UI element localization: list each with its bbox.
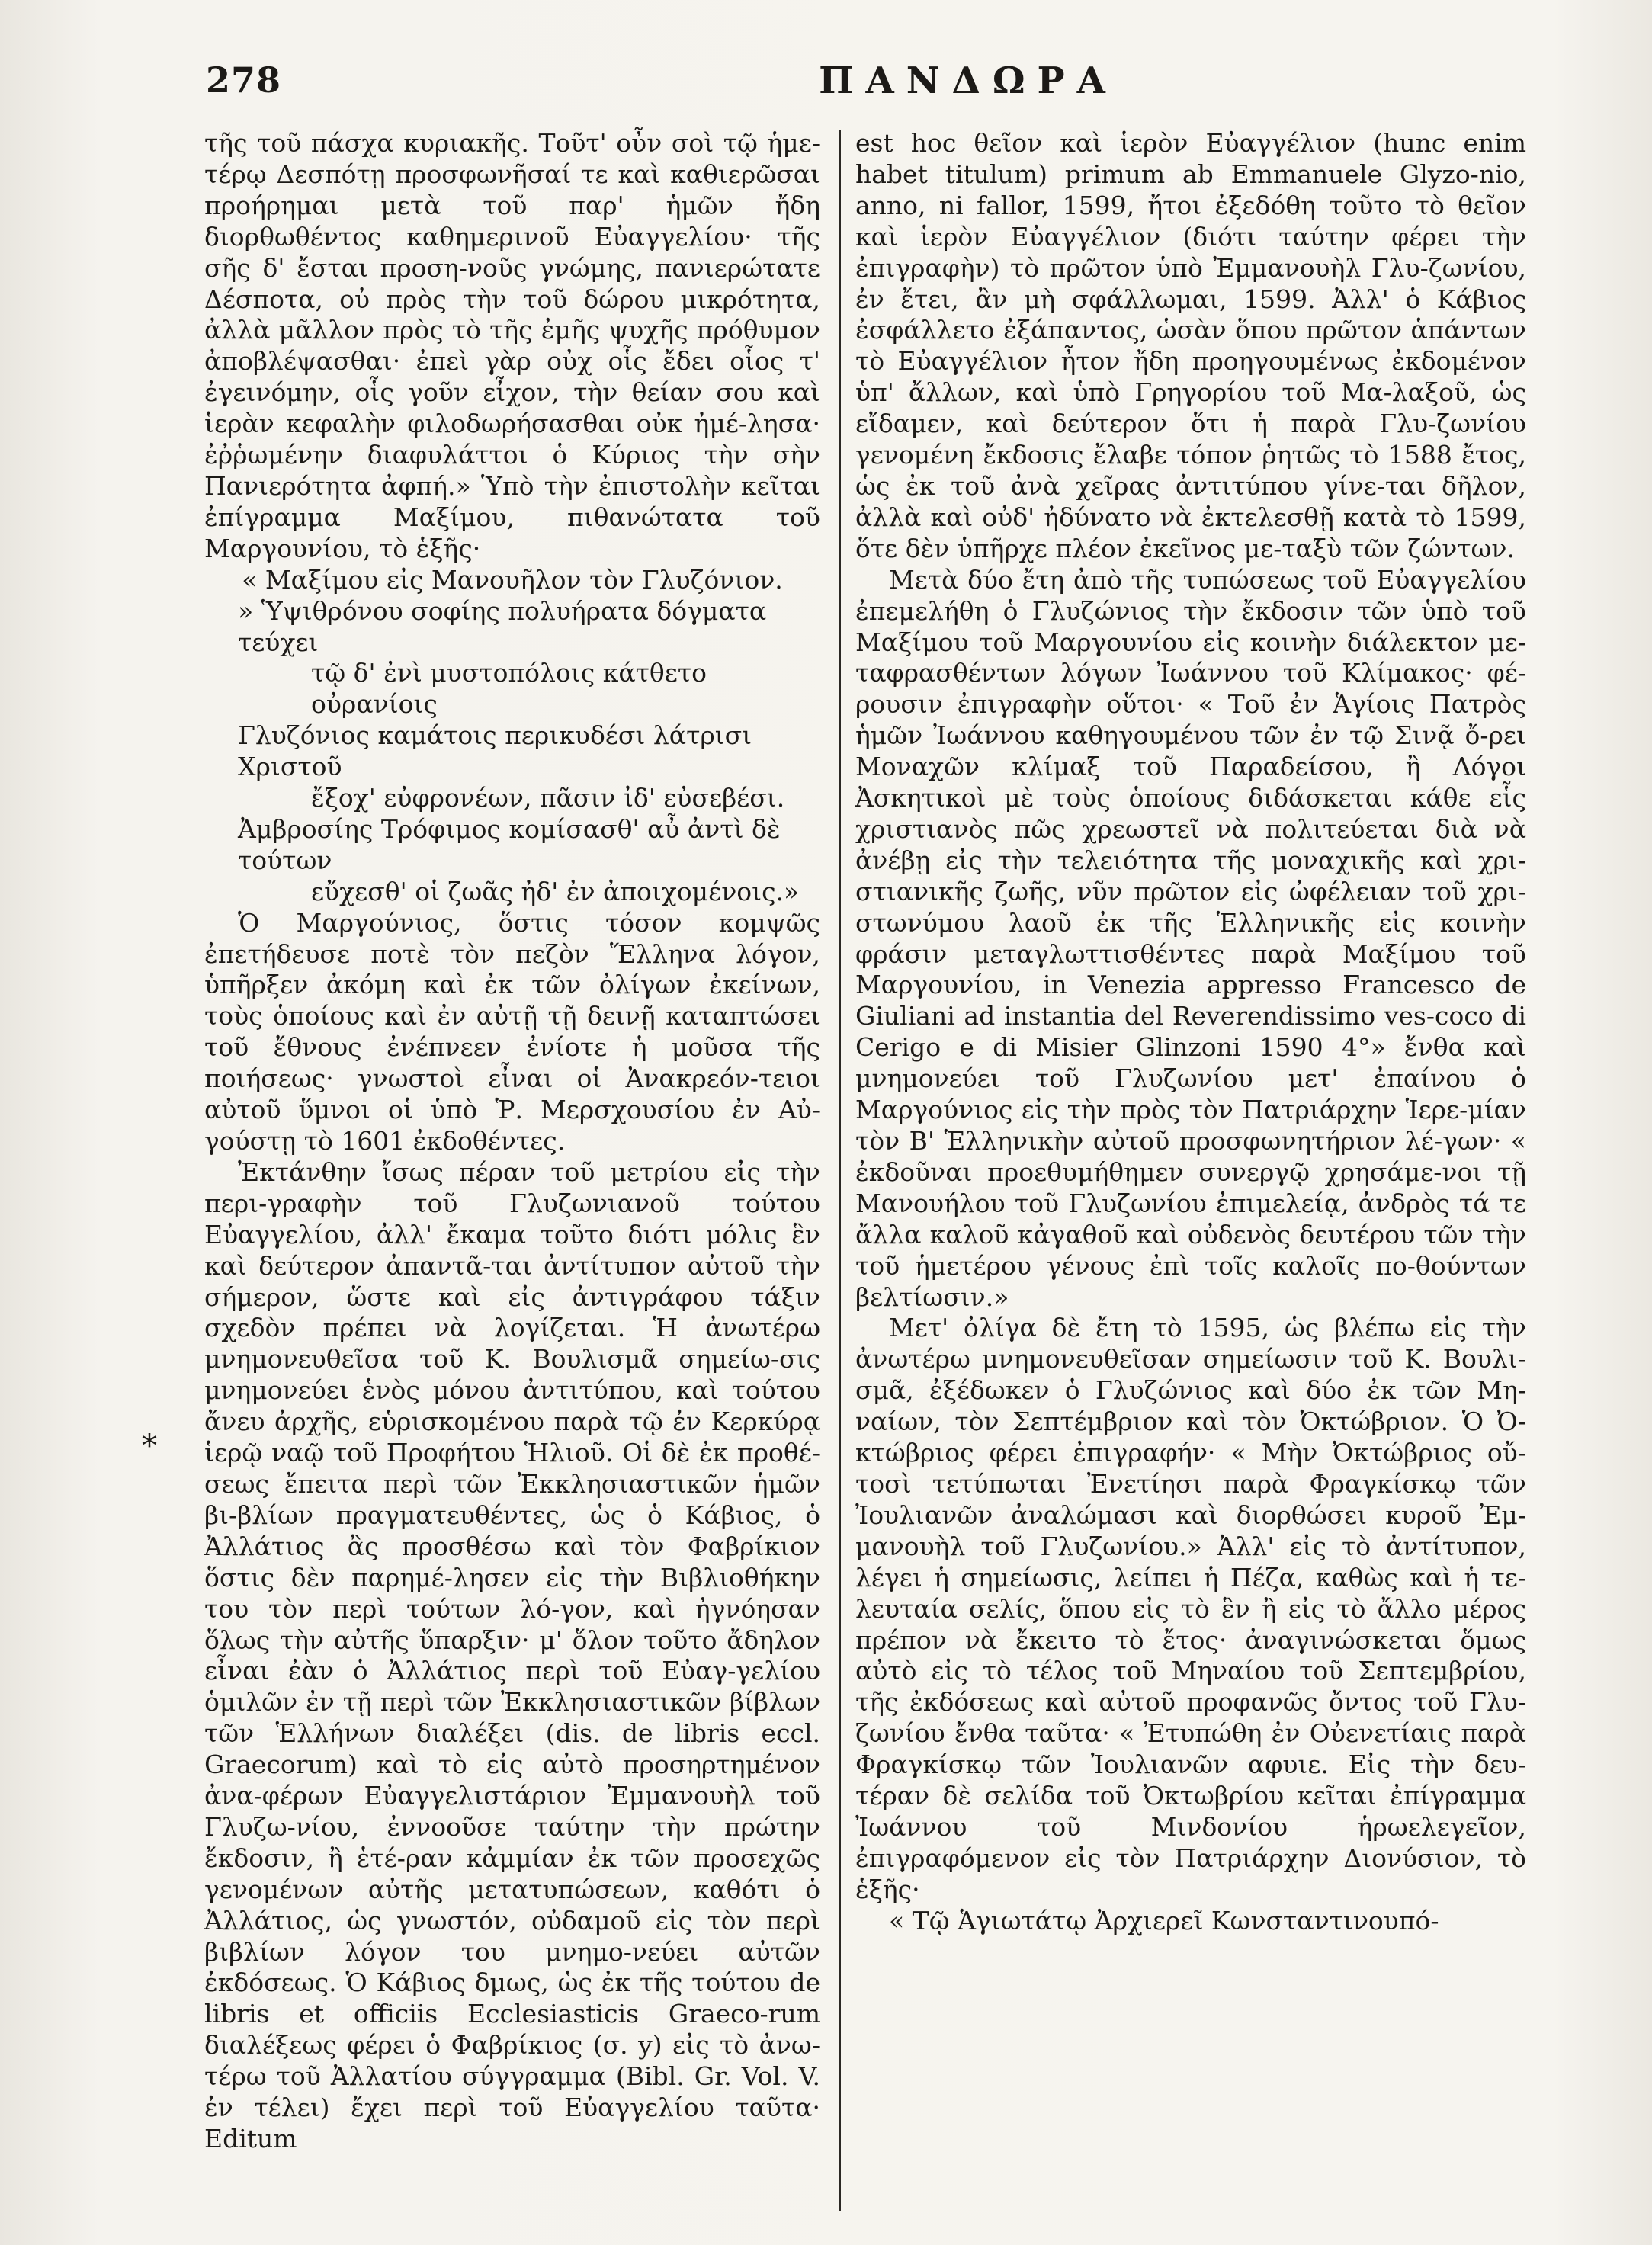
paragraph: Ὁ Μαργούνιος, ὅστις τόσον κομψῶς ἐπετήδευσε ποτὲ τὸν πεζὸν Ἕλληνα λόγον, ὑπῆρξεν ἀκόμη καὶ ἐκ τῶν ὀλίγων ἐκείνων, τοὺς ὁποίους καὶ ἐν αὐτῇ τῇ δεινῇ καταπτώσει τοῦ ἔθνους ἐνέπνεεν ἐνίοτε ἡ μοῦσα τῆς ποιήσεως· γνωστοὶ εἶναι οἱ Ἀνακρεόν-τειοι αὐτοῦ ὕμνοι οἱ ὑπὸ Ῥ. Μερσχουσίου ἐν Αὐ-γούστῃ τὸ 1601 ἐκδοθέντες. (204, 907, 820, 1156)
paragraph: « Τῷ Ἁγιωτάτῳ Ἀρχιερεῖ Κωνσταντινουπό- (889, 1905, 1439, 1936)
page-number: 278 (206, 59, 282, 101)
verse-line: ἔξοχ' εὐφρονέων, πᾶσιν ἰδ' εὐσεβέσι. (311, 783, 785, 813)
right-column (855, 128, 1526, 1937)
verse-line: Γλυζόνιος καμάτοις περικυδέσι λάτρισι Χριστοῦ (238, 720, 752, 782)
paragraph: Μετὰ δύο ἔτη ἀπὸ τῆς τυπώσεως τοῦ Εὐαγγελίου ἐπεμελήθη ὁ Γλυζώνιος τὴν ἔκδοσιν τῶν ὑπὸ τοῦ Μαξίμου τοῦ Μαργουνίου εἰς κοινὴν διάλεκτον με-ταφρασθέντων λόγων Ἰωάννου τοῦ Κλίμακος· φέ-ρουσιν ἐπιγραφὴν οὕτοι· « Τοῦ ἐν Ἁγίοις Πατρὸς ἡμῶν Ἰωάννου καθηγουμένου τῶν ἐν τῷ Σινᾷ ὄ-ρει Μοναχῶν κλίμαξ τοῦ Παραδείσου, ἢ Λόγοι Ἀσκητικοὶ μὲ τοὺς ὁποίους διδάσκεται κάθε εἷς χριστιανὸς πῶς χρεωστεῖ νὰ πολιτεύεται διὰ νὰ ἀνέβῃ εἰς τὴν τελειότητα τῆς μοναχικῆς καὶ χρι-στιανικῆς ζωῆς, νῦν πρῶτον εἰς ὠφέλειαν τοῦ χρι-στωνύμου λαοῦ ἐκ τῆς Ἑλληνικῆς εἰς κοινὴν φράσιν μεταγλωττισθέντες παρὰ Μαξίμου τοῦ Μαργουνίου, in Venezia appresso Francesco de Giuliani ad instantia del Reverendissimo ves-coco di Cerigo e di Misier Glinzoni 1590 4°» ἔνθα καὶ μνημονεύει τοῦ Γλυζωνίου μετ' ἐπαίνου ὁ Μαργούνιος εἰς τὴν πρὸς τὸν Πατριάρχην Ἱερε-μίαν τὸν Β' Ἑλληνικὴν αὐτοῦ προσφωνητήριον λέ-γων· « ἐκδοῦναι προεθυμήθημεν συνεργῷ χρησάμε-νοι τῇ Μανουήλου τοῦ Γλυζωνίου ἐπιμελείᾳ, ἀνδρὸς τά τε ἄλλα καλοῦ κἀγαθοῦ καὶ οὐδενὸς δευτέρου τῶν τὴν τοῦ ἡμετέρου γένους ἐπὶ τοῖς καλοῖς πο-θούντων βελτίωσιν.» (855, 564, 1526, 1312)
verse-line: εὔχεσθ' οἱ ζωᾶς ἠδ' ἐν ἀποιχομένοις.» (311, 876, 800, 906)
paragraph: Ἐκτάνθην ἴσως πέραν τοῦ μετρίου εἰς τὴν περι-γραφὴν τοῦ Γλυζωνιανοῦ τούτου Εὐαγγελίου, ἀλλ' ἔκαμα τοῦτο διότι μόλις ἓν καὶ δεύτερον ἀπαντᾶ-ται ἀντίτυπον αὐτοῦ τὴν σήμερον, ὥστε καὶ εἰς ἀντιγράφου τάξιν σχεδὸν πρέπει νὰ λογίζεται. Ἡ ἀνωτέρω μνημονευθεῖσα τοῦ Κ. Βουλισμᾶ σημείω-σις μνημονεύει ἑνὸς μόνου ἀντιτύπου, καὶ τούτου ἄνευ ἀρχῆς, εὑρισκομένου παρὰ τῷ ἐν Κερκύρᾳ ἱερῷ ναῷ τοῦ Προφήτου Ἡλιοῦ. Οἱ δὲ ἐκ προθέ-σεως ἔπειτα περὶ τῶν Ἐκκλησιαστικῶν ἡμῶν βι-βλίων πραγματευθέντες, ὡς ὁ Κάβιος, ὁ Ἀλλάτιος ἂς προσθέσω καὶ τὸν Φαβρίκιον ὅστις δὲν παρημέ-λησεν εἰς τὴν Βιβλιοθήκην του τὸν περὶ τούτων λό-γον, καὶ ἠγνόησαν ὅλως τὴν αὐτῆς ὕπαρξιν· μ' ὅλον τοῦτο ἄδηλον εἶναι ἐὰν ὁ Ἀλλάτιος περὶ τοῦ Εὐαγ-γελίου ὁμιλῶν ἐν τῇ περὶ τῶν Ἐκκλησιαστικῶν βίβλων τῶν Ἑλλήνων διαλέξει (dis. de libris eccl. Graecorum) καὶ τὸ εἰς αὐτὸ προσηρτημένον ἀνα-φέρων Εὐαγγελιστάριον Ἐμμανουὴλ τοῦ Γλυζω-νίου, ἐννοοῦσε ταύτην τὴν πρώτην ἔκδοσιν, ἢ ἑτέ-ραν κἀμμίαν ἐκ τῶν προσεχῶς γενομένων αὐτῆς μετατυπώσεων, καθότι ὁ Ἀλλάτιος, ὡς γνωστόν, οὐδαμοῦ εἰς τὸν περὶ βιβλίων λόγον του μνημο-νεύει αὐτῶν ἐκδόσεως. Ὁ Κάβιος δμως, ὡς ἐκ τῆς τούτου de libris et officiis Ecclesiasticis Graeco-rum διαλέξεως φέρει ὁ Φαβρίκιος (σ. y) εἰς τὸ ἀνω-τέρω τοῦ Ἀλλατίου σύγγραμμα (Bibl. Gr. Vol. V. ἐν τέλει) ἔχει περὶ τοῦ Εὐαγγελίου ταῦτα· Editum (204, 1156, 820, 2154)
verse-line: Ἀμβροσίης Τρόφιμος κομίσασθ' αὖ ἀντὶ δὲ τούτων (238, 813, 781, 875)
left-column (204, 128, 820, 2155)
margin-asterisk: * (142, 1429, 157, 1464)
verse-line: τῷ δ' ἐνὶ μυστοπόλοις κάτθετο οὐρανίοις (311, 658, 707, 720)
paragraph: Μετ' ὀλίγα δὲ ἔτη τὸ 1595, ὡς βλέπω εἰς τὴν ἀνωτέρω μνημονευθεῖσαν σημείωσιν τοῦ Κ. Βουλι-σμᾶ, ἐξέδωκεν ὁ Γλυζώνιος καὶ δύο ἐκ τῶν Μη-ναίων, τὸν Σεπτέμβριον καὶ τὸν Ὀκτώβριον. Ὁ Ὀ-κτώβριος φέρει ἐπιγραφήν· « Μὴν Ὀκτώβριος οὔ-τοσὶ τετύπωται Ἐνετίησι παρὰ Φραγκίσκῳ τῶν Ἰουλιανῶν ἀναλώμασι καὶ διορθώσει κυροῦ Ἐμ-μανουὴλ τοῦ Γλυζωνίου.» Ἀλλ' εἰς τὸ ἀντίτυπον, λέγει ἡ σημείωσις, λείπει ἡ Πέζα, καθὼς καὶ ἡ τε-λευταία σελίς, ὅπου εἰς τὸ ἓν ἢ εἰς τὸ ἄλλο μέρος πρέπον νὰ ἔκειτο τὸ ἔτος· ἀναγινώσκεται ὅμως αὐτὸ εἰς τὸ τέλος τοῦ Μηναίου τοῦ Σεπτεμβρίου, τῆς ἐκδόσεως καὶ αὐτοῦ προφανῶς ὄντος τοῦ Γλυ-ζωνίου ἔνθα ταῦτα· « Ἐτυπώθη ἐν Οὐενετίαις παρὰ Φραγκίσκῳ τῶν Ἰουλιανῶν αφυιε. Εἰς τὴν δευ-τέραν δὲ σελίδα τοῦ Ὀκτωβρίου κεῖται ἐπίγραμμα Ἰωάννου τοῦ Μινδονίου ἡρωελεγεῖον, ἐπιγραφόμενον εἰς τὸν Πατριάρχην Διονύσιον, τὸ ἑξῆς· (855, 1313, 1526, 1904)
page-header (206, 59, 1601, 113)
column-divider (839, 130, 841, 2211)
verse-line: » Ὑψιθρόνου σοφίης πολυήρατα δόγματα τεύχει (238, 595, 767, 657)
paragraph: τῆς τοῦ πάσχα κυριακῆς. Τοῦτ' οὖν σοὶ τῷ ἡμε-τέρῳ Δεσπότῃ προσφωνῆσαί τε καὶ καθιερῶσαι προήρημαι μετὰ τοῦ παρ' ἡμῶν ἤδη διορθωθέντος καθημερινοῦ Εὐαγγελίου· τῆς σῆς δ' ἔσται προση-νοῦς γνώμης, πανιερώτατε Δέσποτα, οὐ πρὸς τὴν τοῦ δώρου μικρότητα, ἀλλὰ μᾶλλον πρὸς τὸ τῆς ἐμῆς ψυχῆς πρόθυμον ἀποβλέψασθαι· ἐπεὶ γὰρ οὐχ οἷς ἔδει οἷος τ' ἐγεινόμην, οἷς γοῦν εἶχον, τὴν θείαν σου καὶ ἱερὰν κεφαλὴν φιλοδωρήσασθαι οὐκ ἠμέ-λησα· ἐῤῥωμένην διαφυλάττοι ὁ Κύριος τὴν σὴν Πανιερότητα ἀφπή.» Ὑπὸ τὴν ἐπιστολὴν κεῖται ἐπίγραμμα Μαξίμου, πιθανώτατα τοῦ Μαργουνίου, τὸ ἑξῆς· (204, 128, 820, 563)
running-title: ΠΑΝΔΩΡΑ (819, 59, 1118, 102)
paragraph: est hoc θεῖον καὶ ἱερὸν Εὐαγγέλιον (hunc enim habet titulum) primum ab Emmanuele Glyzo-nio, anno, ni fallor, 1599, ἤτοι ἐξεδόθη τοῦτο τὸ θεῖον καὶ ἱερὸν Εὐαγγέλιον (διότι ταύτην φέρει τὴν ἐπιγραφὴν) τὸ πρῶτον ὑπὸ Ἐμμανουὴλ Γλυ-ζωνίου, ἐν ἔτει, ἂν μὴ σφάλλωμαι, 1599. Ἀλλ' ὁ Κάβιος ἐσφάλλετο ἐξάπαντος, ὡσὰν ὅπου πρῶτον ἁπάντων τὸ Εὐαγγέλιον ἦτον ἤδη προηγουμένως ἐκδομένον ὑπ' ἄλλων, καὶ ὑπὸ Γρηγορίου τοῦ Μα-λαξοῦ, ὡς εἴδαμεν, καὶ δεύτερον ὅτι ἡ παρὰ Γλυ-ζωνίου γενομένη ἔκδοσις ἔλαβε τόπον ῥητῶς τὸ 1588 ἔτος, ὡς ἐκ τοῦ ἀνὰ χεῖρας ἀντιτύπου γίνε-ται δῆλον, ἀλλὰ καὶ οὐδ' ἠδύνατο νὰ ἐκτελεσθῇ κατὰ τὸ 1599, ὅτε δὲν ὑπῆρχε πλέον ἐκεῖνος με-ταξὺ τῶν ζώντων. (855, 128, 1526, 563)
epigram-title: « Μαξίμου εἰς Μανουῆλον τὸν Γλυζόνιον. (242, 564, 783, 595)
